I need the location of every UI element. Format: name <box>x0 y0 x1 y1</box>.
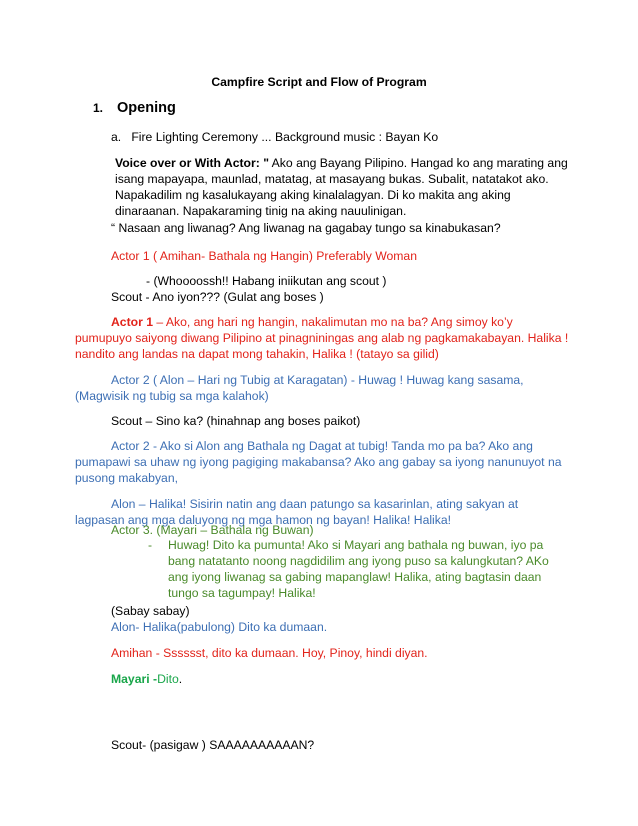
scout-line-3: Scout- (pasigaw ) SAAAAAAAAAAN? <box>111 738 315 752</box>
question-line: “ Nasaan ang liwanag? Ang liwanag na gagabay tungo sa kinabukasan? <box>111 221 501 235</box>
actor1-line-text: – Ako, ang hari ng hangin, nakalimutan mo na ba? Ang simoy ko’y pumupuyo saiyong diwang Pilipino at pinagniningas ang alab ng pagkamakabayan. Halika ! nandito ang landas na dapat mong tahakin, Halika ! (tatayo sa gilid) <box>75 315 569 361</box>
actor2-line-text: Actor 2 - Ako si Alon ang Bathala ng Dagat at tubig! Tanda mo pa ba? Ako ang pumapawi sa uhaw ng iyong pagiging makabansa? Ako ang gabay sa iyong nanunuyot na pusong makabyan, <box>75 439 562 485</box>
item-a-text: Fire Lighting Ceremony ... Background music : Bayan Ko <box>131 130 439 144</box>
mayari-text: Dito <box>157 672 179 686</box>
scout-line-1: Scout - Ano iyon??? (Gulat ang boses ) <box>111 290 324 304</box>
section-number: 1. <box>93 101 104 115</box>
section-heading <box>93 100 176 116</box>
actor2-intro-text: Actor 2 ( Alon – Hari ng Tubig at Karagatan) - Huwag ! Huwag kang sasama, (Magwisik ng tubig sa mga kalahok) <box>75 373 524 403</box>
item-a-letter: a. <box>111 130 122 144</box>
actor1-line-label: Actor 1 <box>111 315 153 329</box>
scout-line-2: Scout – Sino ka? (hinahnap ang boses paikot) <box>111 414 361 428</box>
document-title: Campfire Script and Flow of Program <box>211 75 427 89</box>
whoosh-line: - (Whoooossh!! Habang iniikutan ang scout ) <box>146 274 387 288</box>
mayari-label: Mayari - <box>111 672 158 686</box>
actor3-intro: Actor 3. (Mayari – Bathala ng Buwan) <box>111 523 314 537</box>
alon-whisper-line: Alon- Halika(pabulong) Dito ka dumaan. <box>111 620 328 634</box>
actor2-intro <box>75 372 571 404</box>
mayari-end: . <box>178 672 183 686</box>
alon-line-text: Alon – Halika! Sisirin natin ang daan patungo sa kasarinlan, ating sakyan at lagpasan ang mga daluyong ng mga hamon ng bayan! Halika! Halika! <box>75 497 519 527</box>
actor3-line-text: Huwag! Dito ka pumunta! Ako si Mayari ang bathala ng buwan, iyo pa bang natatanto noong nagdidilim ang iyong puso sa kalungkutan? AKo ang iyong liwanag sa gabing mapanglaw! Halika, ating bagtasin daan tungo sa tagumpay! Halika! <box>168 538 549 600</box>
item-a <box>111 129 571 145</box>
actor2-line <box>75 438 571 486</box>
amihan-line: Amihan - Sssssst, dito ka dumaan. Hoy, Pinoy, hindi diyan. <box>111 646 428 660</box>
voice-over-text: Ako ang Bayang Pilipino. Hangad ko ang marating ang isang mapayapa, maunlad, matatag, at masayang bukas. Subalit, natatakot ako. Napakadilim ng kasalukayang aking kinalalagyan. Di ko makita ang aking dinaraanan. Napakaraming tinig na aking nauulinigan. <box>115 156 568 218</box>
section-label: Opening <box>117 100 176 116</box>
sabay-line: (Sabay sabay) <box>111 604 190 618</box>
actor1-intro: Actor 1 ( Amihan- Bathala ng Hangin) Preferably Woman <box>111 249 417 263</box>
actor3-line <box>148 537 571 601</box>
actor3-dash: - <box>148 538 153 552</box>
voice-over-paragraph <box>115 155 571 219</box>
actor1-line <box>75 314 571 362</box>
mayari-line <box>111 671 571 687</box>
voice-over-label: Voice over or With Actor: " <box>115 156 269 170</box>
